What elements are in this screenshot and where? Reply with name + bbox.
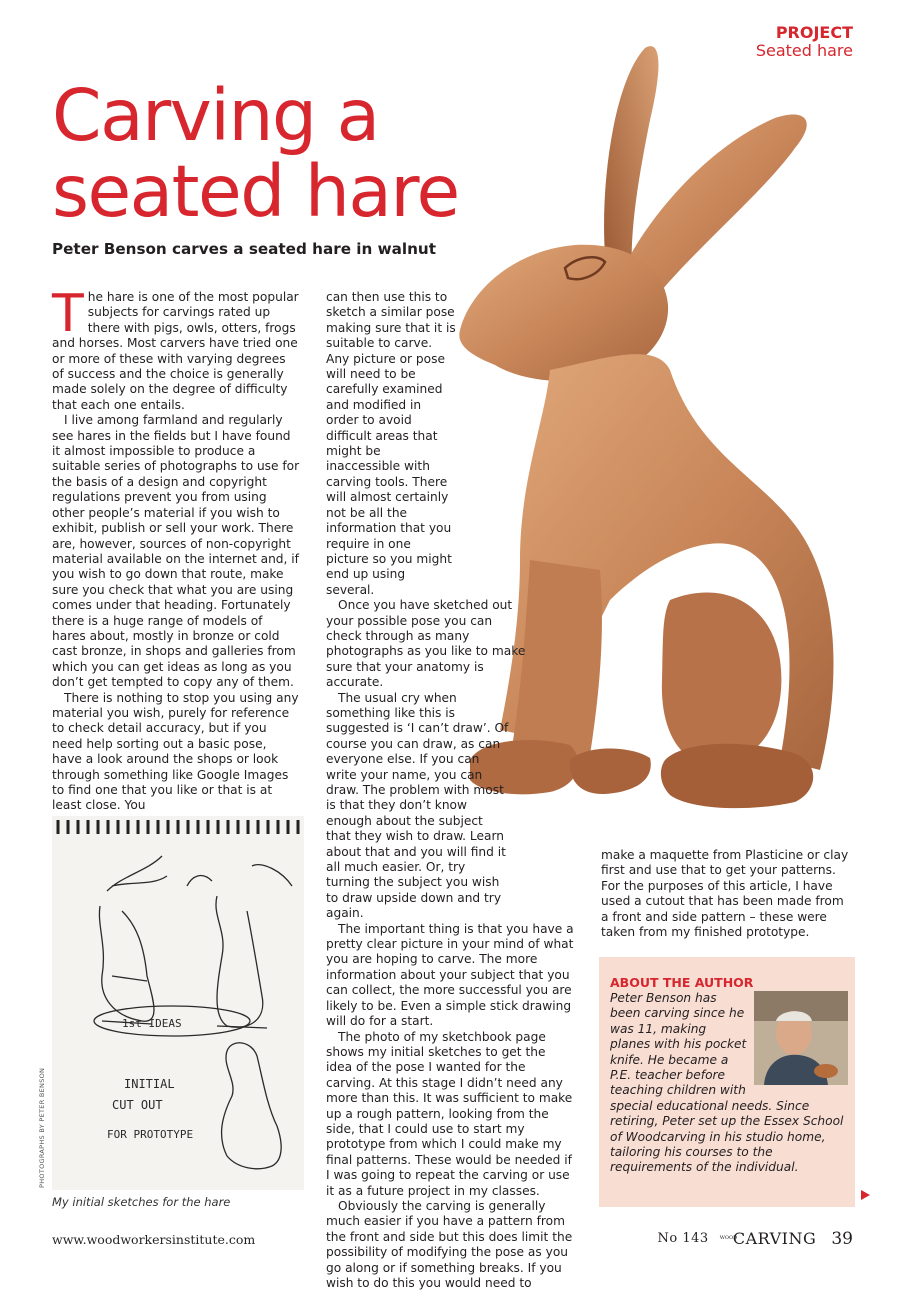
continue-arrow-icon [861,1190,870,1200]
magazine-name: CARVING [732,1229,817,1248]
page-number: 39 [831,1228,853,1249]
sketch-label-initial: INITIAL [124,1077,175,1091]
hare-haunch [662,593,782,766]
sketch-label-cutout: CUT OUT [112,1098,163,1112]
body-paragraph: can then use this to sketch a similar pose making sure that it is suitable to carve. Any picture or pose will need to be carefully examined and modified in order to avoid difficult areas that might be inaccessible with carving tools. There will almost certainly not be all the information that you require in one picture so you might end up using several. [326,290,456,597]
body-paragraph: Once you have sketched out your possible pose you can check through as many photographs as you like to make sure that your anatomy is accurate. [326,598,526,690]
body-column-1 [52,284,300,814]
about-author-text: Peter Benson has been carving since he was 11, making planes with his pocket knife. He became a P.E. teacher before teaching children with special educational needs. Since retiring, Peter set up the Essex School of Woodcarving in his studio home, tailoring his courses to the requirements of the individual. [610,991,846,1176]
drop-cap: T [52,284,84,344]
hare-hind-foot [661,744,813,808]
body-paragraph: The photo of my sketchbook page shows my initial sketches to get the idea of the pose I wanted for the carving. At this stage I didn’t need any more than this. It was sufficient to make up a rough pattern, looking from the side, that I could use to start my prototype from which I could make my final patterns. These would be needed if I was going to repeat the carving or use it as a future project in my classes. [326,1029,573,1198]
body-paragraph: make a maquette from Plasticine or clay first and use that to get your patterns. For the purposes of this article, I have used a cutout that has been made from a front and side pattern – these were taken from my finished prototype. [601,848,849,940]
body-column-2 [326,290,574,1291]
body-paragraph: I live among farmland and regularly see hares in the fields but I have found it almost impossible to produce a suitable series of photographs to use for the basis of a design and copyright regulations prevent you from using other people’s material if you wish to exhibit, publish or sell your work. There are, however, sources of non-copyright material available on the internet and, if you wish to go down that route, make sure you check that what you are using comes under that heading. Fortunately there is a huge range of models of hares about, mostly in bronze or cold cast bronze, in shops and galleries from which you can get ideas as long as you don’t get tempted to copy any of them. [52,413,300,690]
magazine-name-small: WOOD [719,1235,738,1241]
body-paragraph: The usual cry when something like this is suggested is ‘I can’t draw’. Of course you can draw, as can everyone else. If you can write your name, you can draw. The problem with most is that they don’t know enough about the subject that they wish to draw. Learn about that and you will find it all much easier. Or, try turning the subject you wish to draw upside down and try again. [326,690,509,921]
hare-front-foot-2 [570,748,651,794]
article-title [52,74,472,233]
body-paragraph: Obviously the carving is generally much easier if you have a pattern from the front and side but this does limit the possibility of modifying the pose as you go along or if something breaks. If you wish to do this you would need to [326,1198,573,1290]
hare-front-ear [622,115,807,290]
about-author-heading: ABOUT THE AUTHOR [610,975,754,990]
issue-number: No 143 [657,1231,709,1246]
section-category: PROJECT [775,23,853,42]
sketch-label-ideas: 1st IDEAS [122,1017,182,1030]
body-paragraph: There is nothing to stop you using any material you wish, purely for reference to check detail accuracy, but if you need help sorting out a basic pose, have a look around the shops or look through something like Google Images to find one that you like or that is at least close. You [52,690,299,813]
body-paragraph: The hare is one of the most popular subjects for carvings rated up there with pigs, owls, otters, frogs and horses. Most carvers have tried one or more of these with varying degrees of success and the choice is generally made solely on the degree of difficulty that each one entails. [52,284,299,412]
section-topic: Seated hare [755,41,853,60]
title-line-2: seated hare [52,150,459,233]
body-column-3 [601,848,853,940]
sketch-label-prototype: FOR PROTOTYPE [107,1128,194,1141]
sketchbook-photo [52,816,304,1190]
title-line-1: Carving a [52,74,379,157]
author-photo [754,991,848,1085]
image-caption: My initial sketches for the hare [52,1195,231,1209]
photo-credit: PHOTOGRAPHS BY PETER BENSON [38,1067,46,1188]
footer-issue [657,1228,853,1249]
body-paragraph: The important thing is that you have a pretty clear picture in your mind of what you are hoping to carve. The more information about your subject that you can collect, the more successful you are likely to be. Even a simple stick drawing will do for a start. [326,921,574,1029]
footer-url: www.woodworkersinstitute.com [52,1232,256,1247]
standfirst: Peter Benson carves a seated hare in walnut [52,240,436,258]
